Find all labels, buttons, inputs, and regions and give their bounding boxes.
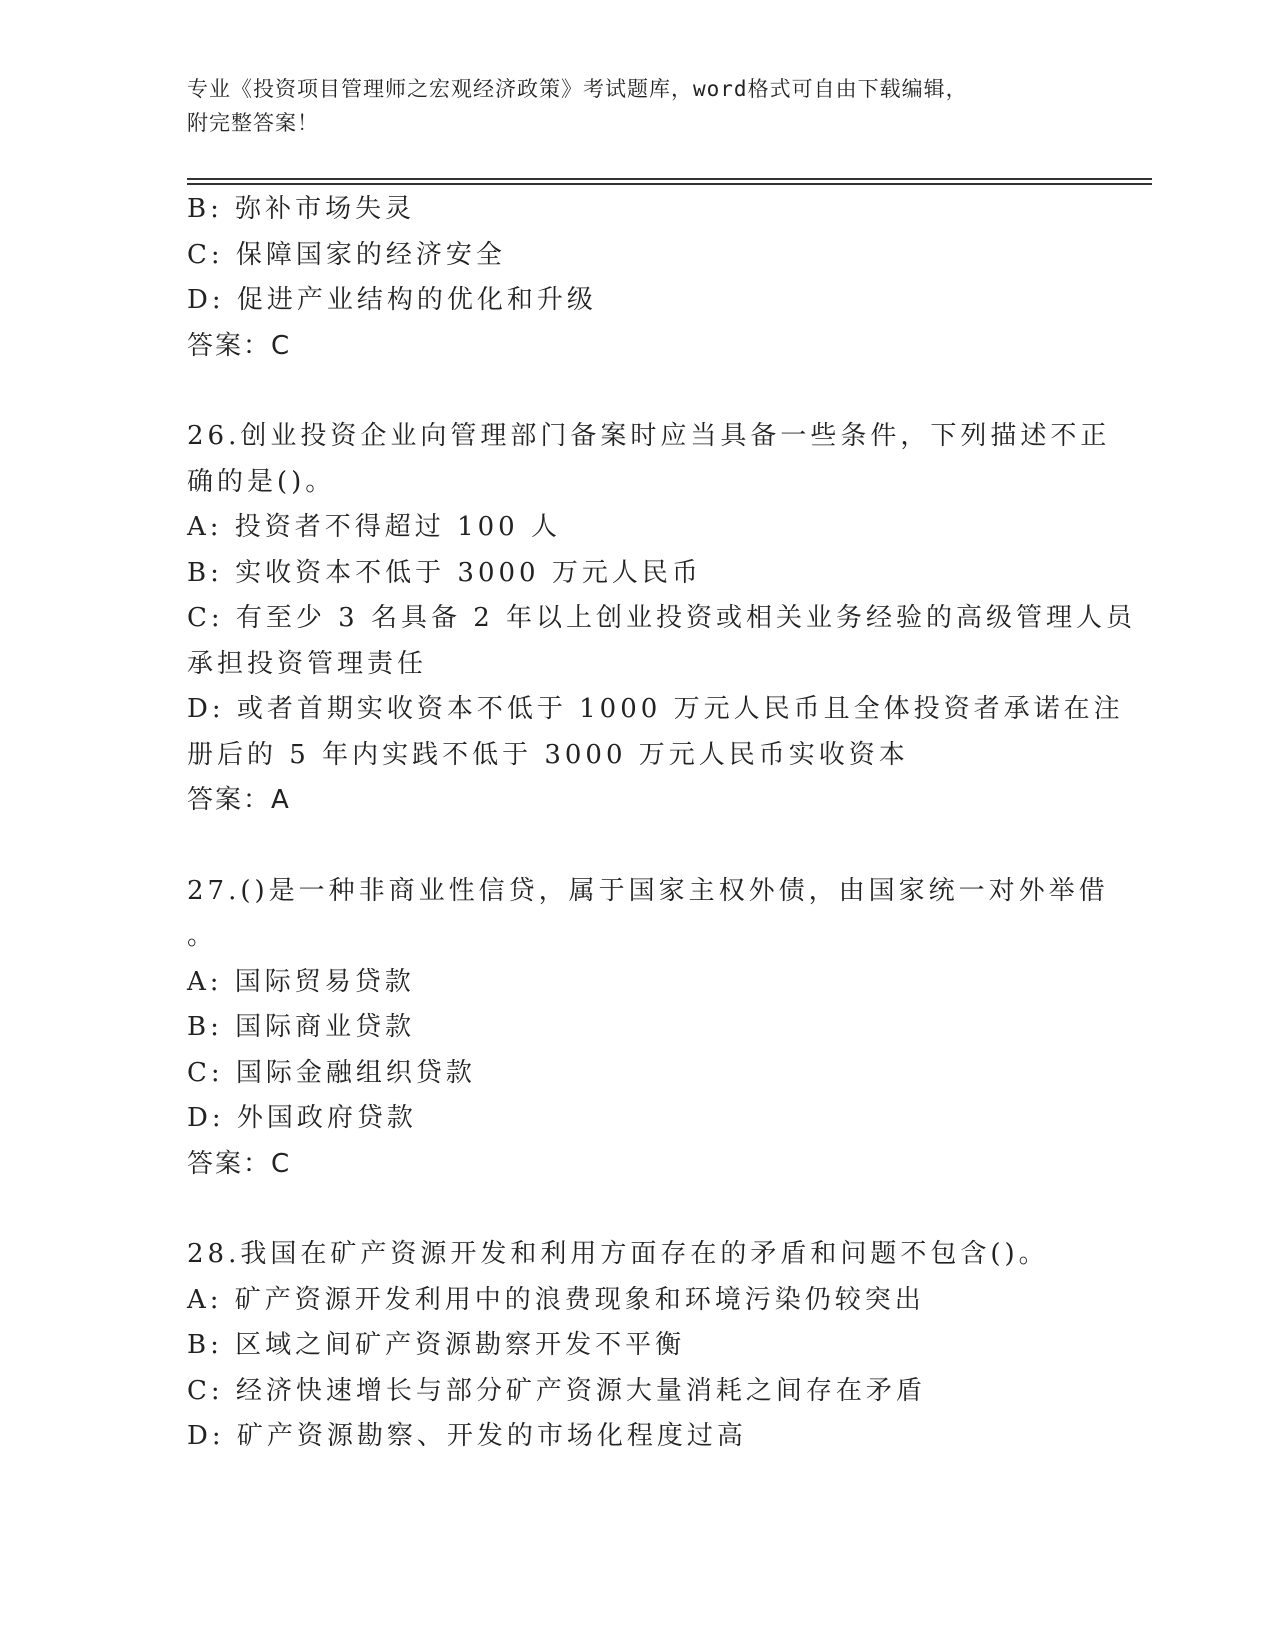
question-27 (187, 869, 1109, 1188)
question-28 (187, 1232, 1087, 1460)
spacer (187, 824, 1087, 869)
option-d: D: 矿产资源勘察、开发的市场化程度过高 (187, 1421, 747, 1451)
question-stem: 26.创业投资企业向管理部门备案时应当具备一些条件，下列描述不正 (187, 421, 1111, 451)
option-b: B: 实收资本不低于 3000 万元人民币 (187, 557, 702, 588)
option-d: D: 促进产业结构的优化和升级 (187, 285, 597, 315)
question-stem: 28.我国在矿产资源开发和利用方面存在的矛盾和问题不包含()。 (187, 1239, 1049, 1269)
document-header (187, 72, 1067, 140)
header-divider-bottom (187, 183, 1152, 185)
option-c: C: 国际金融组织贷款 (187, 1057, 476, 1088)
option-d: D: 外国政府贷款 (187, 1103, 417, 1133)
option-a: A: 国际贸易贷款 (187, 966, 415, 997)
option-a: A: 投资者不得超过 100 人 (187, 512, 561, 542)
question-stem: 27.()是一种非商业性信贷，属于国家主权外债，由国家统一对外举借 (187, 875, 1109, 906)
option-b: B: 弥补市场失灵 (187, 194, 416, 224)
spacer (187, 369, 1087, 414)
option-c: C: 保障国家的经济安全 (187, 239, 506, 270)
question-stem-continued: 确的是()。 (187, 466, 336, 497)
option-c-continued: 承担投资管理责任 (187, 648, 428, 679)
header-line-1: 专业《投资项目管理师之宏观经济政策》考试题库，word格式可自由下载编辑， (187, 77, 968, 101)
option-b: B: 区域之间矿产资源勘察开发不平衡 (187, 1330, 686, 1360)
answer-line: 答案：A (187, 785, 291, 815)
answer-line: 答案：C (187, 1148, 292, 1179)
question-25-tail (187, 187, 1087, 369)
question-26 (187, 414, 1137, 824)
spacer (187, 1187, 1087, 1232)
option-c: C: 有至少 3 名具备 2 年以上创业投资或相关业务经验的高级管理人员 (187, 603, 1137, 633)
option-c: C: 经济快速增长与部分矿产资源大量消耗之间存在矛盾 (187, 1375, 926, 1406)
option-d-continued: 册后的 5 年内实践不低于 3000 万元人民币实收资本 (187, 739, 909, 770)
answer-line: 答案：C (187, 330, 292, 361)
option-d: D: 或者首期实收资本不低于 1000 万元人民币且全体投资者承诺在注 (187, 694, 1124, 724)
question-content (187, 187, 1137, 1460)
question-stem-continued: 。 (187, 921, 218, 951)
option-a: A: 矿产资源开发利用中的浪费现象和环境污染仍较突出 (187, 1284, 925, 1315)
option-b: B: 国际商业贷款 (187, 1012, 416, 1042)
header-line-2: 附完整答案！ (187, 111, 319, 135)
header-divider-top (187, 178, 1152, 180)
